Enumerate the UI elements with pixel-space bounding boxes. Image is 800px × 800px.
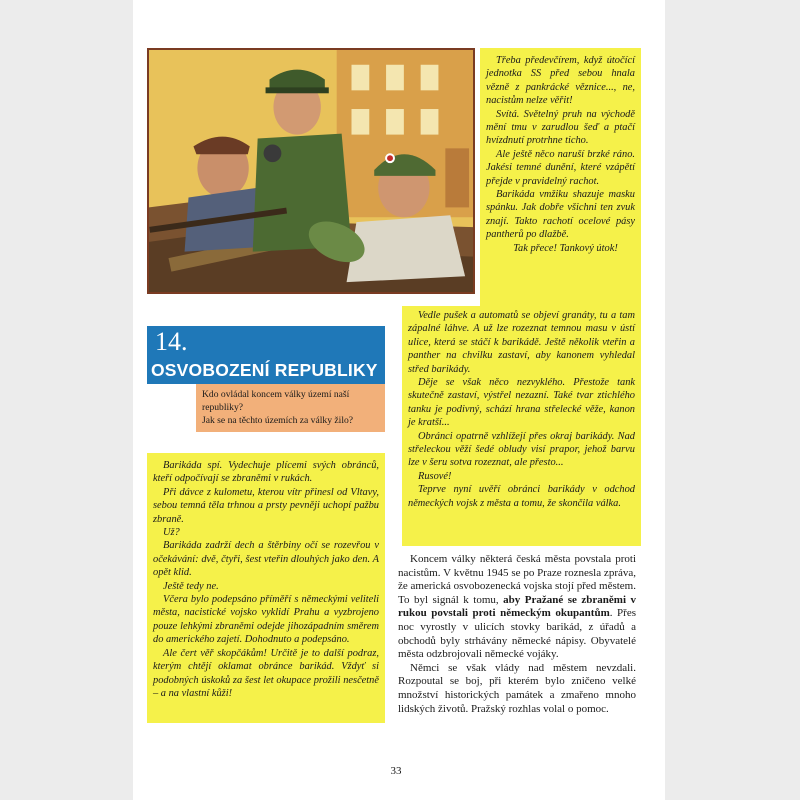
story-box-right xyxy=(480,48,641,306)
question-line: republiky? xyxy=(202,402,244,413)
story-paragraph: Barikáda zadrží dech a štěrbiny očí se rozevřou v očekávání: dvě, čtyři, šest vteřin dlouhých jako den. A opět klid. xyxy=(153,540,379,579)
page-number: 33 xyxy=(390,765,402,777)
story-paragraph: Včera bylo podepsáno příměří s německými veliteli města, nacistické vojsko vyklidí Prahu a vyzbrojeno pouze lehkými zbraněmi odejde jihozápadním směrem do amerického zajetí. Dohodnuto a podepsáno. xyxy=(153,594,379,646)
story-paragraph: Barikáda spí. Vydechuje plícemi svých obránců, kteří odpočívají se zbraněmi v rukách. xyxy=(153,460,379,485)
story-right-wide-text xyxy=(402,306,641,510)
story-paragraph: Už? xyxy=(163,527,180,539)
story-paragraph: Barikáda vmžiku shazuje masku spánku. Jak dobře všichni ten zvuk znají. Takto rachotí ocelové pásy pantherů po dlažbě. xyxy=(486,189,635,241)
body-text xyxy=(398,553,636,716)
story-paragraph: Vedle pušek a automatů se objeví granáty, tu a tam zápalné láhve. A už lze rozeznat temnou masu v ústí ulice, která se stáčí k barikádě. Ještě několik vteřin a panther na chvilku zastaví, aby kanonem vyhledal střed barikády. xyxy=(408,310,635,375)
chapter-questions xyxy=(196,384,385,432)
story-paragraph: Ještě tedy ne. xyxy=(163,580,219,592)
story-paragraph: Svítá. Světelný pruh na východě mění tmu v zarudlou šeď a ptačí hvízdnutí protrhne ticho. xyxy=(486,108,635,147)
story-paragraph: Při dávce z kulometu, kterou vítr přinesl od Vltavy, sebou temná těla trhnou a prsty pevněji uchopí pažbu zbraně. xyxy=(153,486,379,525)
barricade-fighters-illustration xyxy=(147,48,475,294)
body-paragraph xyxy=(398,553,636,662)
question-line: Kdo ovládal koncem války území naší xyxy=(202,389,350,400)
story-paragraph: Třeba předevčírem, když útočící jednotka SS před sebou hnala vězně z pankrácké věznice..., ne, nacistům nelze věřit! xyxy=(486,55,635,107)
story-paragraph: Tak přece! Tankový útok! xyxy=(513,242,618,254)
story-right-text xyxy=(480,48,641,255)
body-paragraph: Němci se však vlády nad městem nevzdali. Rozpoutal se boj, při kterém bylo zničeno velké množství historických památek a zmařeno mnoho lidských životů. Pražský rozhlas volal o pomoc. xyxy=(398,661,636,715)
story-paragraph: Ale čert věř skopčákům! Určitě je to další podraz, kterým chtějí oklamat obránce barikád. Vždyť si podobných úskoků za šest let okupace prožili nesčetně – a na vlastní kůži! xyxy=(153,647,379,699)
question-line: Jak se na těchto územích za války žilo? xyxy=(202,415,354,426)
story-paragraph: Teprve nyní uvěří obránci barikády v odchod německých vojsk z města a tomu, že skončila válka. xyxy=(408,484,635,509)
story-paragraph: Ale ještě něco naruší brzké ráno. Jakési temné dunění, které vzápětí přejde v pravidelný rachot. xyxy=(486,148,635,187)
story-left-text xyxy=(147,453,385,700)
story-box-left xyxy=(147,453,385,723)
body-bold-run: aby Pražané se zbraněmi v rukou povstali proti německým okupantům xyxy=(398,593,636,620)
body-text-run: . Přes noc vyrostly v ulicích stovky barikád, z úřadů a obchodů byly strhávány německé nápisy. Obyvatelé města odzbrojovali německé vojáky. xyxy=(398,607,636,661)
story-paragraph: Děje se však něco nezvyklého. Přestože tank skutečně zastaví, výstřel nezazní. Také tvar ztichlého tanku je podivný, schází hrana střelecké věže, kanon je kratší... xyxy=(408,377,635,429)
chapter-number: 14. xyxy=(155,327,188,356)
chapter-title: OSVOBOZENÍ REPUBLIKY xyxy=(151,360,378,380)
story-paragraph: Rusové! xyxy=(418,470,452,482)
story-paragraph: Obránci opatrně vzhlížejí přes okraj barikády. Nad střeleckou věží šedé obludy visí prapor, jehož barvu lze v šeru sotva rozeznat, ale přesto... xyxy=(408,430,635,469)
body-text-run: Koncem války některá česká města povstala proti nacistům. V květnu 1945 se po Praze roznesla zpráva, že americká osvobozenecká vojska stojí před městem. To byl signál k tomu, xyxy=(398,553,636,606)
chapter-header xyxy=(147,326,385,384)
illustration-svg xyxy=(149,50,473,292)
story-box-right-wide xyxy=(402,306,641,546)
